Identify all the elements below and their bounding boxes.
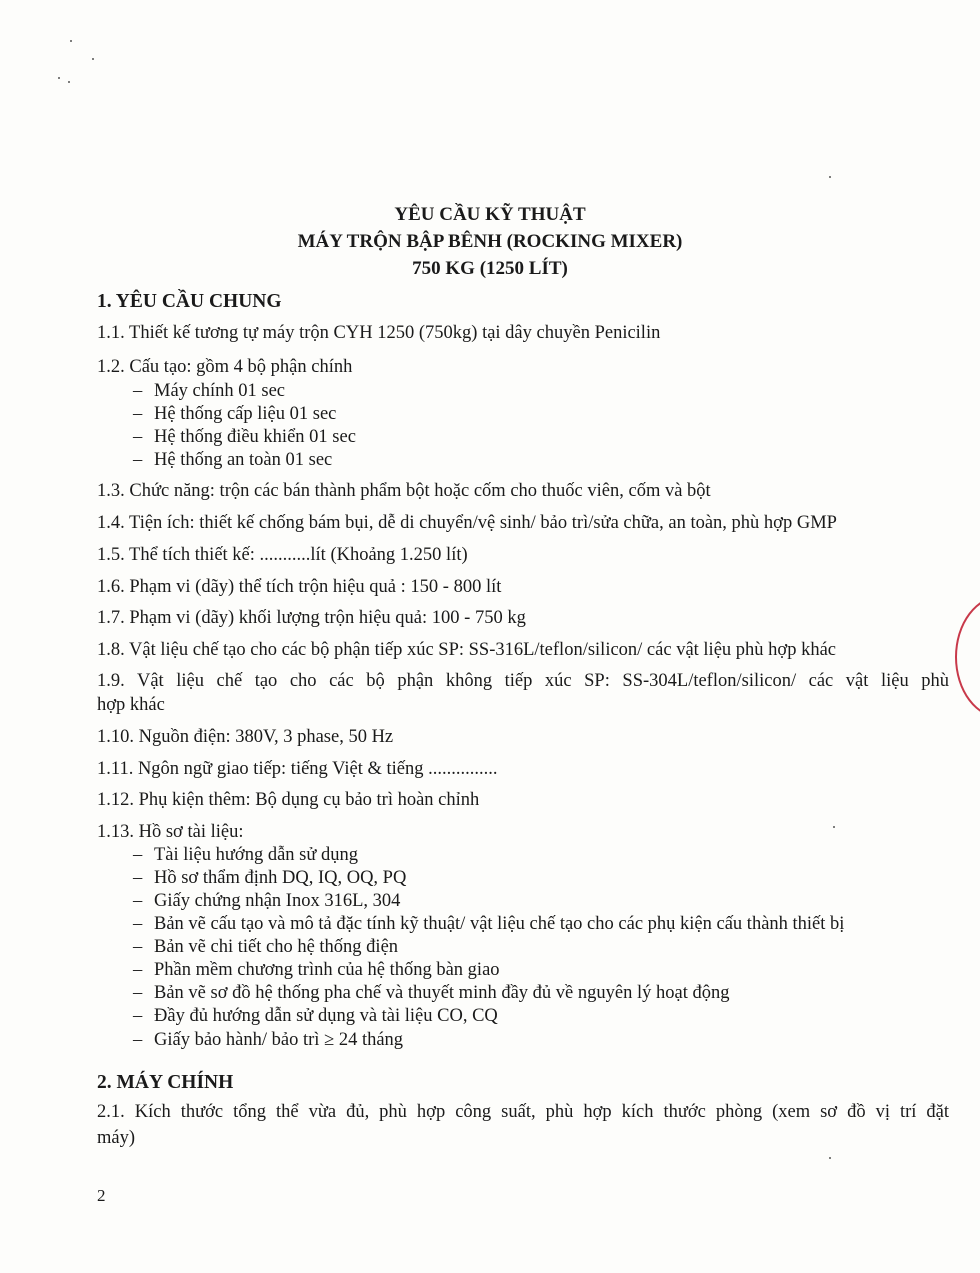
- list-dash: –: [133, 381, 143, 401]
- item-1-4: 1.4. Tiện ích: thiết kế chống bám bụi, dễ di chuyển/vệ sinh/ bảo trì/sửa chữa, an toàn, phù hợp GMP: [97, 513, 837, 533]
- item-1-13-sub-3: Giấy chứng nhận Inox 316L, 304: [154, 891, 401, 911]
- item-1-6: 1.6. Phạm vi (dãy) thể tích trộn hiệu quả : 150 - 800 lít: [97, 577, 502, 597]
- scan-speck: [829, 176, 831, 178]
- list-dash: –: [133, 914, 143, 934]
- item-1-7: 1.7. Phạm vi (dãy) khối lượng trộn hiệu quả: 100 - 750 kg: [97, 608, 526, 628]
- list-dash: –: [133, 960, 143, 980]
- item-1-8: 1.8. Vật liệu chế tạo cho các bộ phận tiếp xúc SP: SS-316L/teflon/silicon/ các vật liệu phù hợp khác: [97, 640, 836, 660]
- item-1-2: 1.2. Cấu tạo: gồm 4 bộ phận chính: [97, 357, 353, 377]
- company-stamp: [955, 595, 980, 719]
- item-1-13-sub-6: Phần mềm chương trình của hệ thống bàn giao: [154, 960, 500, 980]
- item-2-1-line-2: máy): [97, 1128, 136, 1148]
- item-1-12: 1.12. Phụ kiện thêm: Bộ dụng cụ bảo trì hoàn chỉnh: [97, 790, 480, 810]
- scan-speck: [68, 81, 70, 83]
- document-title: [0, 201, 980, 282]
- list-dash: –: [133, 937, 143, 957]
- list-dash: –: [133, 1030, 143, 1050]
- title-line-2: MÁY TRỘN BẬP BÊNH (ROCKING MIXER): [297, 231, 683, 252]
- list-dash: –: [133, 891, 143, 911]
- item-2-1-line-1: 2.1. Kích thước tổng thể vừa đủ, phù hợp công suất, phù hợp kích thước phòng (xem sơ đồ vị trí đặt: [97, 1102, 949, 1122]
- scan-speck: [833, 826, 835, 828]
- scan-speck: [92, 58, 94, 60]
- item-1-10: 1.10. Nguồn điện: 380V, 3 phase, 50 Hz: [97, 727, 394, 747]
- scan-speck: [70, 40, 72, 42]
- section-2-heading: 2. MÁY CHÍNH: [97, 1072, 234, 1093]
- item-1-9-line-1: 1.9. Vật liệu chế tạo cho các bộ phận không tiếp xúc SP: SS-304L/teflon/silicon/ các vật liệu phù: [97, 671, 949, 691]
- section-1-heading: 1. YÊU CẦU CHUNG: [97, 291, 282, 312]
- item-1-2-sub-2: Hệ thống cấp liệu 01 sec: [154, 404, 337, 424]
- list-dash: –: [133, 983, 143, 1003]
- page-number: 2: [97, 1186, 106, 1205]
- item-1-13-sub-7: Bản vẽ sơ đồ hệ thống pha chế và thuyết minh đầy đủ về nguyên lý hoạt động: [154, 983, 730, 1003]
- item-1-2-sub-1: Máy chính 01 sec: [154, 381, 286, 401]
- scan-speck: [58, 77, 60, 79]
- item-1-13-sub-2: Hồ sơ thẩm định DQ, IQ, OQ, PQ: [154, 868, 407, 888]
- item-1-11: 1.11. Ngôn ngữ giao tiếp: tiếng Việt & tiếng ...............: [97, 759, 498, 779]
- item-1-13-sub-9: Giấy bảo hành/ bảo trì ≥ 24 tháng: [154, 1030, 404, 1050]
- item-1-3: 1.3. Chức năng: trộn các bán thành phẩm bột hoặc cốm cho thuốc viên, cốm và bột: [97, 481, 711, 501]
- item-1-13-sub-4: Bản vẽ cấu tạo và mô tả đặc tính kỹ thuật/ vật liệu chế tạo cho các phụ kiện cấu thành thiết bị: [154, 914, 845, 934]
- item-1-2-sub-3: Hệ thống điều khiển 01 sec: [154, 427, 356, 447]
- item-1-5: 1.5. Thể tích thiết kế: ...........lít (Khoảng 1.250 lít): [97, 545, 468, 565]
- list-dash: –: [133, 1006, 143, 1026]
- item-1-9-line-2: hợp khác: [97, 695, 165, 715]
- item-1-13-sub-8: Đầy đủ hướng dẫn sử dụng và tài liệu CO, CQ: [154, 1006, 498, 1026]
- list-dash: –: [133, 404, 143, 424]
- title-line-1: YÊU CẦU KỸ THUẬT: [394, 204, 586, 225]
- item-1-13-sub-1: Tài liệu hướng dẫn sử dụng: [154, 845, 359, 865]
- list-dash: –: [133, 450, 143, 470]
- list-dash: –: [133, 845, 143, 865]
- list-dash: –: [133, 427, 143, 447]
- item-1-13: 1.13. Hồ sơ tài liệu:: [97, 822, 244, 842]
- scan-speck: [829, 1157, 831, 1159]
- item-1-1: 1.1. Thiết kế tương tự máy trộn CYH 1250 (750kg) tại dây chuyền Penicilin: [97, 323, 661, 343]
- item-1-13-sub-5: Bản vẽ chi tiết cho hệ thống điện: [154, 937, 399, 957]
- list-dash: –: [133, 868, 143, 888]
- title-line-3: 750 KG (1250 LÍT): [412, 258, 568, 279]
- item-1-2-sub-4: Hệ thống an toàn 01 sec: [154, 450, 333, 470]
